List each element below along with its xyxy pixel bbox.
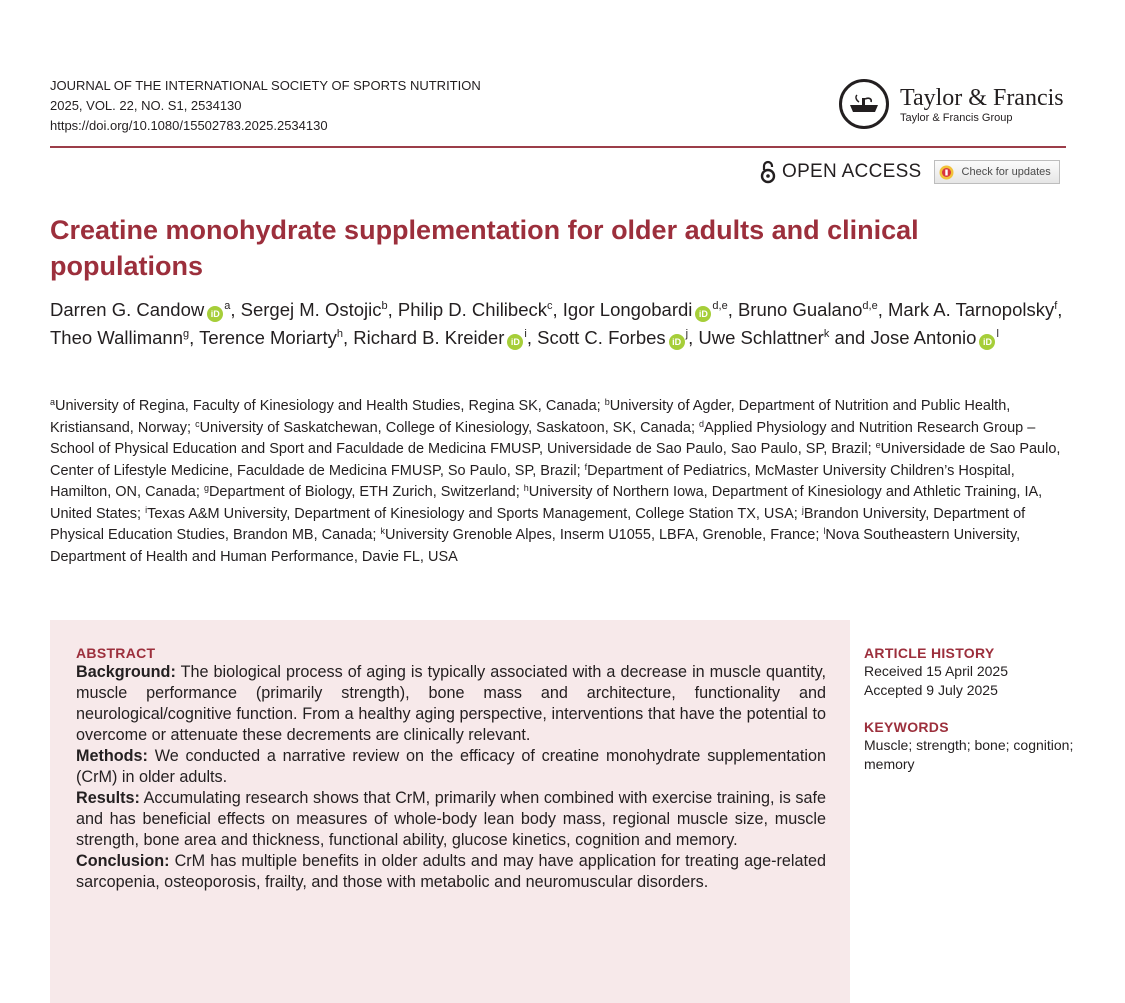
author: [738, 299, 878, 320]
accepted-date: Accepted 9 July 2025: [864, 682, 998, 698]
affiliation-mark: a: [50, 397, 56, 407]
affiliation-text: Department of Pediatrics, McMaster University Children’s Hospital, Hamilton, ON, Canada;: [50, 462, 1015, 500]
abstract-section-text: CrM has multiple benefits in older adults and may have application for treating age-related sarcopenia, osteoporosis, frailty, and those with metabolic and neuromuscular disorders.: [76, 852, 827, 891]
orcid-icon[interactable]: iD: [979, 334, 995, 350]
orcid-icon[interactable]: iD: [207, 306, 223, 322]
author: [241, 299, 388, 320]
article-history-heading: ARTICLE HISTORY: [864, 645, 995, 661]
affiliation-text: Texas A&M University, Department of Kinesiology and Sports Management, College Station TX, USA;: [147, 505, 798, 522]
affiliation-mark: l: [823, 526, 826, 536]
abstract-body: [76, 662, 826, 893]
journal-doi[interactable]: https://doi.org/10.1080/15502783.2025.2534130: [50, 118, 328, 133]
orcid-icon[interactable]: iD: [695, 306, 711, 322]
publisher-name: Taylor & Francis: [900, 84, 1064, 111]
author-name[interactable]: Sergej M. Ostojic: [240, 299, 382, 320]
author: [888, 299, 1057, 320]
affiliation-mark: j: [801, 504, 804, 515]
affiliation-text: University of Northern Iowa, Department of Kinesiology and Athletic Training, IA, United States;: [50, 484, 1043, 522]
abstract-section: [76, 851, 826, 893]
author-name[interactable]: Theo Wallimann: [50, 327, 183, 348]
affiliation-text: University of Saskatchewan, College of Kinesiology, Saskatoon, SK, Canada;: [199, 419, 695, 436]
author-affiliation-mark: i: [524, 328, 527, 340]
author-name[interactable]: Jose Antonio: [870, 327, 977, 348]
article-title: Creatine monohydrate supplementation for older adults and clinical populations: [50, 215, 919, 281]
author-name[interactable]: Darren G. Candow: [50, 299, 205, 320]
author-name[interactable]: Richard B. Kreider: [353, 327, 505, 348]
author-affiliation-mark: a: [224, 300, 231, 312]
author-name[interactable]: Bruno Gualano: [737, 299, 863, 320]
author: [50, 299, 230, 320]
author: [537, 327, 688, 348]
check-for-updates-label: Check for updates: [961, 166, 1051, 178]
keywords-text: Muscle; strength; bone; cognition; memory: [864, 737, 1074, 772]
author: [50, 327, 189, 348]
affiliation-text: Brandon University, Department of Physical Education Studies, Brandon MB, Canada;: [50, 505, 1026, 543]
affiliation-mark: h: [523, 483, 529, 493]
affiliation-mark: g: [203, 483, 209, 493]
author-name[interactable]: Mark A. Tarnopolsky: [888, 299, 1055, 320]
publisher-group: Taylor & Francis Group: [900, 111, 1013, 124]
abstract-section-label: Results:: [76, 789, 140, 807]
author-affiliation-mark: k: [823, 328, 830, 340]
author: [398, 299, 553, 320]
affiliation-text: University of Regina, Faculty of Kinesiology and Health Studies, Regina SK, Canada;: [55, 398, 601, 414]
header-divider: [50, 146, 1066, 148]
author: [698, 327, 829, 348]
affiliation: [195, 420, 695, 436]
affiliation: [50, 398, 601, 414]
author-affiliation-mark: l: [996, 328, 999, 340]
author-affiliation-mark: f: [1054, 300, 1058, 312]
affiliation: [380, 527, 819, 543]
affiliation-text: Department of Biology, ETH Zurich, Switzerland;: [208, 484, 520, 500]
affiliation-mark: d: [699, 418, 705, 429]
author-affiliation-mark: d,e: [862, 300, 878, 312]
affiliation-text: University Grenoble Alpes, Inserm U1055, LBFA, Grenoble, France;: [384, 527, 820, 543]
affiliation-mark: i: [145, 504, 148, 515]
taylor-francis-logo-icon: [838, 78, 890, 130]
affiliation-text: University of Agder, Department of Nutrition and Public Health, Kristiansand, Norway;: [50, 398, 1011, 436]
check-for-updates-button[interactable]: [934, 160, 1060, 184]
orcid-icon[interactable]: iD: [507, 334, 523, 350]
keywords-heading: KEYWORDS: [864, 719, 949, 735]
publisher-block: [838, 78, 1064, 130]
abstract-section-label: Methods:: [76, 747, 148, 765]
affiliation-mark: f: [584, 461, 588, 472]
affiliation-mark: e: [875, 440, 881, 450]
author-affiliation-mark: g: [182, 328, 190, 340]
author-affiliation-mark: h: [336, 328, 343, 340]
abstract-section: [76, 662, 826, 746]
crossmark-icon: [939, 165, 954, 180]
affiliation-list: [50, 396, 1072, 568]
abstract-section-label: Conclusion:: [76, 852, 170, 870]
affiliation-text: Universidade de Sao Paulo, Center of Lifestyle Medicine, Faculdade de Medicina FMUSP, So Paulo, SP, Brazil;: [50, 441, 1061, 479]
author: [870, 327, 998, 348]
abstract-section-text: We conducted a narrative review on the efficacy of creatine monohydrate supplementation (CrM) in older adults.: [76, 747, 826, 786]
journal-info: [50, 76, 481, 136]
affiliation-text: Applied Physiology and Nutrition Research Group – School of Physical Education and Sport and Faculdade de Medicina FMUSP, Universidade de Sao Paulo, Sao Paulo, SP, Brazil;: [50, 419, 1036, 457]
author-name[interactable]: Igor Longobardi: [562, 299, 693, 320]
author-affiliation-mark: b: [381, 300, 388, 312]
abstract-section: [76, 746, 826, 788]
author-list: Darren G. Candow $iD^a$, Sergej M. Ostojic$^b$, Philip D. Chilibeck$^c$, Igor Longobardi iD$^{d,e}$, Bruno Gualano$^{d,e}$, Mark A. Tarnopolsky$^f$, Theo Wallimann$^g$, Terence Moriarty$^h$, Richard B. Kreider $iD^i$, Scott C. Forbes $iD^j$, Uwe Schlattner$^k$ and Jose Antonio $iD^l$: [50, 299, 1063, 348]
author: [563, 299, 728, 320]
author-name[interactable]: Uwe Schlattner: [698, 327, 824, 348]
journal-name: JOURNAL OF THE INTERNATIONAL SOCIETY OF SPORTS NUTRITION: [50, 78, 481, 93]
received-date: Received 15 April 2025: [864, 663, 1008, 679]
journal-volume: 2025, VOL. 22, NO. S1, 2534130: [50, 98, 242, 113]
affiliation-mark: c: [195, 418, 200, 429]
affiliation: [145, 506, 798, 522]
affiliation-mark: k: [380, 526, 385, 536]
abstract-section-label: Background:: [76, 663, 176, 681]
affiliation-mark: b: [604, 397, 610, 407]
author-connector: and: [834, 327, 866, 348]
author-name[interactable]: Terence Moriarty: [199, 327, 337, 348]
author-affiliation-mark: j: [685, 328, 689, 340]
orcid-icon[interactable]: iD: [669, 334, 685, 350]
abstract-section-text: Accumulating research shows that CrM, primarily when combined with exercise training, is safe and has beneficial effects on measures of whole-body lean body mass, regional muscle size, muscle strength, bone area and thickness, functional ability, glucose kinetics, cognition and memory.: [76, 789, 826, 849]
author: [353, 327, 527, 348]
abstract-heading: ABSTRACT: [76, 645, 156, 661]
article-sidebar: [864, 644, 1104, 774]
author: [199, 327, 343, 348]
affiliation-text: Nova Southeastern University, Department of Health and Human Performance, Davie FL, USA: [50, 527, 1021, 565]
author-affiliation-mark: c: [547, 300, 553, 312]
open-access-label: OPEN ACCESS: [782, 161, 922, 182]
abstract-section: [76, 788, 826, 851]
abstract-box: [50, 620, 850, 1003]
author-name[interactable]: Scott C. Forbes: [537, 327, 666, 348]
abstract-section-text: The biological process of aging is typically associated with a decrease in muscle quantity, muscle performance (primarily strength), bone mass and architecture, functionality and neurological/cognitive function. From a healthy aging perspective, interventions that have the potential to overcome or attenuate these decrements are clinically relevant.: [76, 663, 826, 744]
open-access-lock-icon: [760, 160, 776, 184]
author-affiliation-mark: d,e: [712, 300, 728, 312]
access-bar: [760, 160, 1060, 184]
author-name[interactable]: Philip D. Chilibeck: [397, 299, 547, 320]
affiliation: [204, 484, 520, 500]
